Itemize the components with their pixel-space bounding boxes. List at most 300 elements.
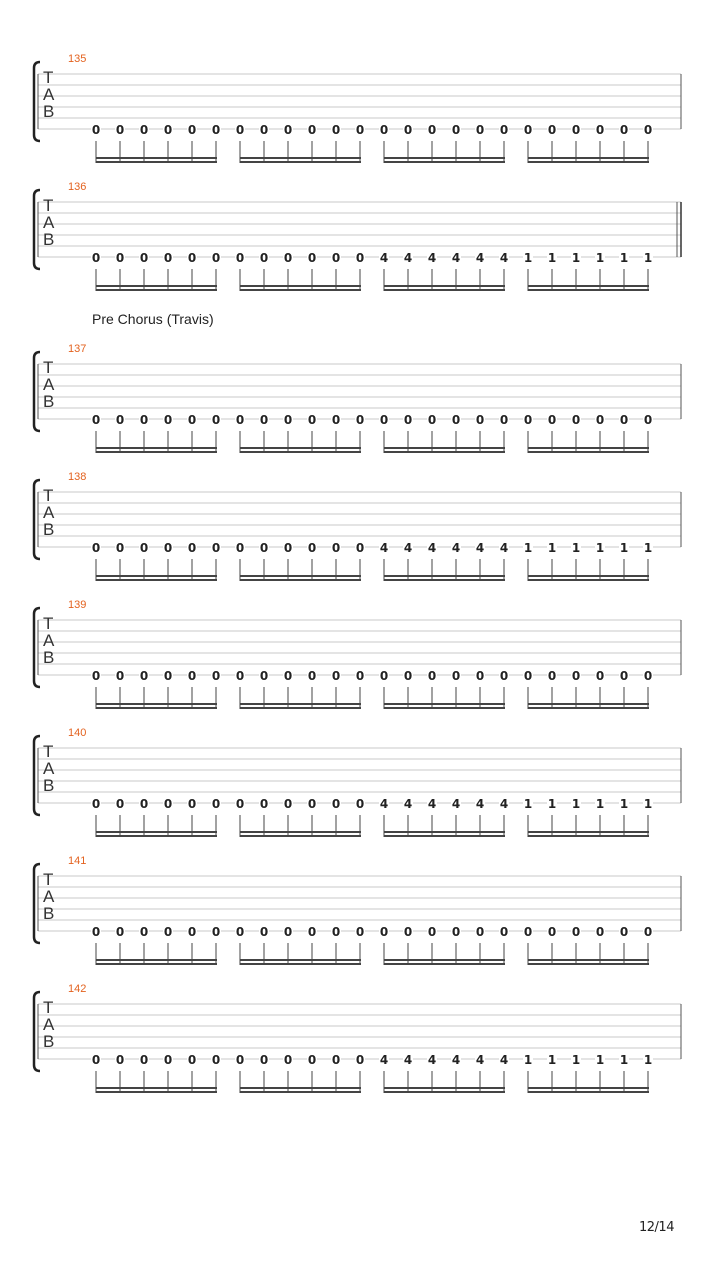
section-label: Pre Chorus (Travis) (92, 311, 214, 327)
fret-number: 4 (451, 797, 461, 811)
fret-number: 0 (595, 123, 605, 137)
fret-number: 0 (139, 251, 149, 265)
fret-number: 0 (211, 123, 221, 137)
tab-clef-letter: B (43, 392, 55, 411)
fret-number: 4 (499, 1053, 509, 1067)
fret-number: 1 (571, 797, 581, 811)
beam (240, 451, 361, 453)
fret-number: 0 (235, 925, 245, 939)
fret-number: 0 (115, 541, 125, 555)
fret-number: 0 (547, 925, 557, 939)
fret-number: 0 (379, 669, 389, 683)
fret-number: 1 (547, 251, 557, 265)
fret-number: 0 (235, 251, 245, 265)
fret-number: 0 (139, 797, 149, 811)
fret-number: 0 (499, 669, 509, 683)
fret-number: 1 (523, 1053, 533, 1067)
fret-number: 1 (643, 797, 653, 811)
fret-number: 4 (427, 541, 437, 555)
fret-number: 0 (619, 669, 629, 683)
beam (240, 703, 361, 705)
fret-number: 0 (187, 123, 197, 137)
tab-system-136 (34, 181, 681, 291)
beam (384, 959, 505, 961)
fret-number: 1 (643, 251, 653, 265)
fret-number: 0 (331, 541, 341, 555)
fret-number: 4 (451, 251, 461, 265)
tab-clef-letter: A (43, 631, 55, 650)
fret-number: 0 (187, 1053, 197, 1067)
fret-number: 0 (259, 669, 269, 683)
fret-number: 0 (331, 123, 341, 137)
beam (240, 707, 361, 709)
fret-number: 0 (331, 669, 341, 683)
measure-number: 137 (68, 343, 87, 355)
fret-number: 1 (643, 541, 653, 555)
fret-number: 0 (331, 251, 341, 265)
fret-number: 4 (379, 251, 389, 265)
fret-number: 4 (499, 251, 509, 265)
beam (528, 831, 649, 833)
fret-number: 0 (547, 123, 557, 137)
fret-number: 0 (187, 669, 197, 683)
tab-system-137 (34, 343, 681, 453)
tab-clef-letter: T (43, 614, 54, 633)
fret-number: 1 (547, 797, 557, 811)
fret-number: 1 (595, 251, 605, 265)
fret-number: 4 (475, 797, 485, 811)
fret-number: 0 (235, 669, 245, 683)
beam (96, 575, 217, 577)
tab-clef-letter: A (43, 759, 55, 778)
beam (528, 575, 649, 577)
fret-number: 0 (619, 925, 629, 939)
fret-number: 0 (451, 123, 461, 137)
tab-clef-letter: T (43, 486, 54, 505)
fret-number: 0 (91, 541, 101, 555)
fret-number: 0 (523, 123, 533, 137)
page-number: 12/14 (639, 1220, 674, 1235)
fret-number: 0 (91, 669, 101, 683)
fret-number: 0 (523, 669, 533, 683)
fret-number: 0 (187, 541, 197, 555)
fret-number: 4 (427, 251, 437, 265)
beam (240, 579, 361, 581)
fret-number: 0 (427, 925, 437, 939)
fret-number: 0 (139, 413, 149, 427)
beam (528, 959, 649, 961)
beam (96, 289, 217, 291)
beam (384, 703, 505, 705)
beam (528, 835, 649, 837)
beam (240, 963, 361, 965)
fret-number: 0 (259, 123, 269, 137)
beam (384, 289, 505, 291)
measure-number: 141 (68, 855, 87, 867)
fret-number: 4 (403, 251, 413, 265)
fret-number: 1 (619, 1053, 629, 1067)
fret-number: 0 (355, 669, 365, 683)
measure-number: 139 (68, 599, 87, 611)
tab-clef-letter: T (43, 196, 54, 215)
beam (240, 1087, 361, 1089)
fret-number: 0 (163, 669, 173, 683)
tab-clef-letter: T (43, 68, 54, 87)
fret-number: 0 (259, 1053, 269, 1067)
fret-number: 0 (91, 1053, 101, 1067)
fret-number: 0 (331, 925, 341, 939)
beam (384, 157, 505, 159)
tab-system-135 (34, 53, 681, 163)
fret-number: 0 (355, 925, 365, 939)
measure-number: 142 (68, 983, 87, 995)
beam (240, 157, 361, 159)
fret-number: 0 (499, 925, 509, 939)
fret-number: 0 (283, 925, 293, 939)
beam (96, 285, 217, 287)
beam (96, 959, 217, 961)
fret-number: 0 (235, 541, 245, 555)
fret-number: 0 (355, 1053, 365, 1067)
fret-number: 0 (619, 123, 629, 137)
fret-number: 0 (403, 123, 413, 137)
fret-number: 0 (139, 669, 149, 683)
beam (240, 959, 361, 961)
fret-number: 1 (547, 1053, 557, 1067)
fret-number: 0 (355, 541, 365, 555)
fret-number: 0 (283, 541, 293, 555)
beam (384, 963, 505, 965)
fret-number: 0 (163, 925, 173, 939)
tab-clef-letter: B (43, 1032, 55, 1051)
fret-number: 0 (523, 413, 533, 427)
fret-number: 1 (619, 541, 629, 555)
fret-number: 4 (403, 797, 413, 811)
fret-number: 4 (379, 541, 389, 555)
fret-number: 0 (283, 251, 293, 265)
beam (240, 575, 361, 577)
fret-number: 4 (499, 797, 509, 811)
fret-number: 0 (595, 925, 605, 939)
fret-number: 0 (211, 251, 221, 265)
fret-number: 0 (307, 925, 317, 939)
fret-number: 1 (619, 797, 629, 811)
fret-number: 4 (403, 541, 413, 555)
fret-number: 1 (595, 797, 605, 811)
beam (96, 579, 217, 581)
beam (528, 963, 649, 965)
fret-number: 0 (163, 797, 173, 811)
fret-number: 0 (139, 925, 149, 939)
measure-number: 136 (68, 181, 87, 193)
fret-number: 0 (355, 123, 365, 137)
fret-number: 0 (403, 669, 413, 683)
fret-number: 0 (643, 413, 653, 427)
fret-number: 4 (475, 251, 485, 265)
fret-number: 0 (283, 123, 293, 137)
fret-number: 0 (115, 251, 125, 265)
fret-number: 0 (523, 925, 533, 939)
fret-number: 0 (595, 669, 605, 683)
fret-number: 1 (547, 541, 557, 555)
beam (96, 835, 217, 837)
fret-number: 0 (307, 413, 317, 427)
fret-number: 0 (571, 123, 581, 137)
beam (384, 451, 505, 453)
fret-number: 0 (451, 669, 461, 683)
fret-number: 0 (163, 541, 173, 555)
fret-number: 0 (259, 413, 269, 427)
fret-number: 0 (475, 669, 485, 683)
tab-system-140 (34, 727, 681, 837)
beam (384, 447, 505, 449)
fret-number: 0 (259, 925, 269, 939)
tab-clef-letter: B (43, 776, 55, 795)
fret-number: 0 (307, 541, 317, 555)
beam (96, 1087, 217, 1089)
beam (528, 289, 649, 291)
fret-number: 0 (307, 251, 317, 265)
fret-number: 0 (283, 1053, 293, 1067)
beam (240, 447, 361, 449)
fret-number: 0 (187, 925, 197, 939)
fret-number: 0 (427, 123, 437, 137)
beam (384, 1091, 505, 1093)
fret-number: 0 (547, 413, 557, 427)
tab-clef-letter: A (43, 1015, 55, 1034)
fret-number: 0 (139, 541, 149, 555)
fret-number: 4 (427, 797, 437, 811)
fret-number: 1 (523, 797, 533, 811)
fret-number: 0 (571, 669, 581, 683)
fret-number: 0 (643, 669, 653, 683)
beam (528, 579, 649, 581)
fret-number: 0 (379, 413, 389, 427)
beam (384, 579, 505, 581)
beam (96, 447, 217, 449)
tab-clef-letter: T (43, 870, 54, 889)
fret-number: 0 (187, 251, 197, 265)
beam (384, 707, 505, 709)
tab-clef-letter: T (43, 742, 54, 761)
beam (96, 451, 217, 453)
fret-number: 0 (427, 413, 437, 427)
fret-number: 4 (403, 1053, 413, 1067)
fret-number: 0 (475, 413, 485, 427)
fret-number: 1 (643, 1053, 653, 1067)
fret-number: 0 (211, 797, 221, 811)
beam (528, 1087, 649, 1089)
beam (96, 831, 217, 833)
fret-number: 0 (307, 797, 317, 811)
fret-number: 0 (643, 925, 653, 939)
beam (384, 285, 505, 287)
beam (96, 963, 217, 965)
fret-number: 0 (235, 123, 245, 137)
fret-number: 0 (403, 413, 413, 427)
fret-number: 0 (595, 413, 605, 427)
fret-number: 0 (355, 797, 365, 811)
fret-number: 0 (475, 123, 485, 137)
fret-number: 0 (115, 1053, 125, 1067)
fret-number: 0 (259, 541, 269, 555)
fret-number: 0 (235, 1053, 245, 1067)
fret-number: 0 (355, 251, 365, 265)
measure-number: 135 (68, 53, 87, 65)
fret-number: 0 (235, 797, 245, 811)
fret-number: 0 (571, 925, 581, 939)
fret-number: 0 (235, 413, 245, 427)
fret-number: 0 (403, 925, 413, 939)
fret-number: 0 (163, 123, 173, 137)
fret-number: 0 (283, 797, 293, 811)
fret-number: 1 (571, 541, 581, 555)
fret-number: 0 (91, 413, 101, 427)
beam (384, 575, 505, 577)
fret-number: 1 (619, 251, 629, 265)
fret-number: 4 (499, 541, 509, 555)
tab-systems (34, 53, 681, 1093)
fret-number: 0 (91, 925, 101, 939)
fret-number: 0 (211, 1053, 221, 1067)
beam (384, 835, 505, 837)
fret-number: 0 (355, 413, 365, 427)
fret-number: 0 (379, 123, 389, 137)
fret-number: 0 (163, 1053, 173, 1067)
beam (96, 161, 217, 163)
fret-number: 0 (451, 413, 461, 427)
beam (240, 285, 361, 287)
fret-number: 0 (499, 413, 509, 427)
beam (240, 831, 361, 833)
fret-number: 4 (451, 1053, 461, 1067)
fret-number: 0 (163, 413, 173, 427)
tab-system-141 (34, 855, 681, 965)
fret-number: 0 (307, 669, 317, 683)
fret-number: 1 (523, 251, 533, 265)
fret-number: 0 (283, 413, 293, 427)
fret-number: 0 (91, 251, 101, 265)
fret-number: 4 (475, 541, 485, 555)
fret-number: 0 (451, 925, 461, 939)
tab-system-142 (34, 983, 681, 1093)
fret-number: 0 (91, 123, 101, 137)
fret-number: 0 (571, 413, 581, 427)
beam (96, 157, 217, 159)
beam (528, 1091, 649, 1093)
fret-number: 0 (331, 413, 341, 427)
fret-number: 0 (283, 669, 293, 683)
beam (240, 289, 361, 291)
fret-number: 0 (475, 925, 485, 939)
tab-clef-letter: A (43, 887, 55, 906)
beam (240, 161, 361, 163)
fret-number: 0 (187, 797, 197, 811)
measure-number: 140 (68, 727, 87, 739)
beam (96, 707, 217, 709)
fret-number: 1 (571, 1053, 581, 1067)
beam (384, 831, 505, 833)
beam (528, 447, 649, 449)
fret-number: 0 (379, 925, 389, 939)
fret-number: 0 (427, 669, 437, 683)
tab-clef-letter: T (43, 358, 54, 377)
fret-number: 1 (523, 541, 533, 555)
fret-number: 4 (379, 797, 389, 811)
tab-clef-letter: T (43, 998, 54, 1017)
fret-number: 0 (115, 797, 125, 811)
fret-number: 0 (115, 413, 125, 427)
fret-number: 4 (427, 1053, 437, 1067)
beam (96, 703, 217, 705)
fret-number: 0 (115, 925, 125, 939)
fret-number: 0 (211, 541, 221, 555)
beam (384, 161, 505, 163)
section-label-group (92, 311, 214, 327)
tab-clef-letter: A (43, 213, 55, 232)
fret-number: 0 (211, 925, 221, 939)
fret-number: 4 (451, 541, 461, 555)
fret-number: 0 (115, 123, 125, 137)
fret-number: 0 (331, 797, 341, 811)
tab-clef-letter: B (43, 904, 55, 923)
fret-number: 0 (547, 669, 557, 683)
fret-number: 1 (571, 251, 581, 265)
beam (384, 1087, 505, 1089)
tab-clef-letter: B (43, 230, 55, 249)
fret-number: 0 (139, 123, 149, 137)
fret-number: 0 (259, 797, 269, 811)
fret-number: 0 (115, 669, 125, 683)
tab-clef-letter: B (43, 520, 55, 539)
tab-clef-letter: A (43, 375, 55, 394)
measure-number: 138 (68, 471, 87, 483)
beam (528, 157, 649, 159)
fret-number: 4 (475, 1053, 485, 1067)
beam (240, 1091, 361, 1093)
tab-clef-letter: B (43, 648, 55, 667)
fret-number: 0 (307, 123, 317, 137)
fret-number: 0 (163, 251, 173, 265)
tab-clef-letter: A (43, 85, 55, 104)
fret-number: 0 (211, 413, 221, 427)
beam (240, 835, 361, 837)
fret-number: 0 (499, 123, 509, 137)
fret-number: 0 (331, 1053, 341, 1067)
fret-number: 1 (595, 1053, 605, 1067)
tab-system-138 (34, 471, 681, 581)
fret-number: 4 (379, 1053, 389, 1067)
fret-number: 0 (139, 1053, 149, 1067)
tab-system-139 (34, 599, 681, 709)
tab-clef-letter: A (43, 503, 55, 522)
fret-number: 0 (619, 413, 629, 427)
beam (528, 161, 649, 163)
fret-number: 0 (643, 123, 653, 137)
fret-number: 0 (307, 1053, 317, 1067)
fret-number: 1 (595, 541, 605, 555)
beam (528, 451, 649, 453)
fret-number: 0 (259, 251, 269, 265)
beam (528, 707, 649, 709)
beam (528, 285, 649, 287)
fret-number: 0 (187, 413, 197, 427)
fret-number: 0 (91, 797, 101, 811)
beam (528, 703, 649, 705)
tab-clef-letter: B (43, 102, 55, 121)
beam (96, 1091, 217, 1093)
fret-number: 0 (211, 669, 221, 683)
